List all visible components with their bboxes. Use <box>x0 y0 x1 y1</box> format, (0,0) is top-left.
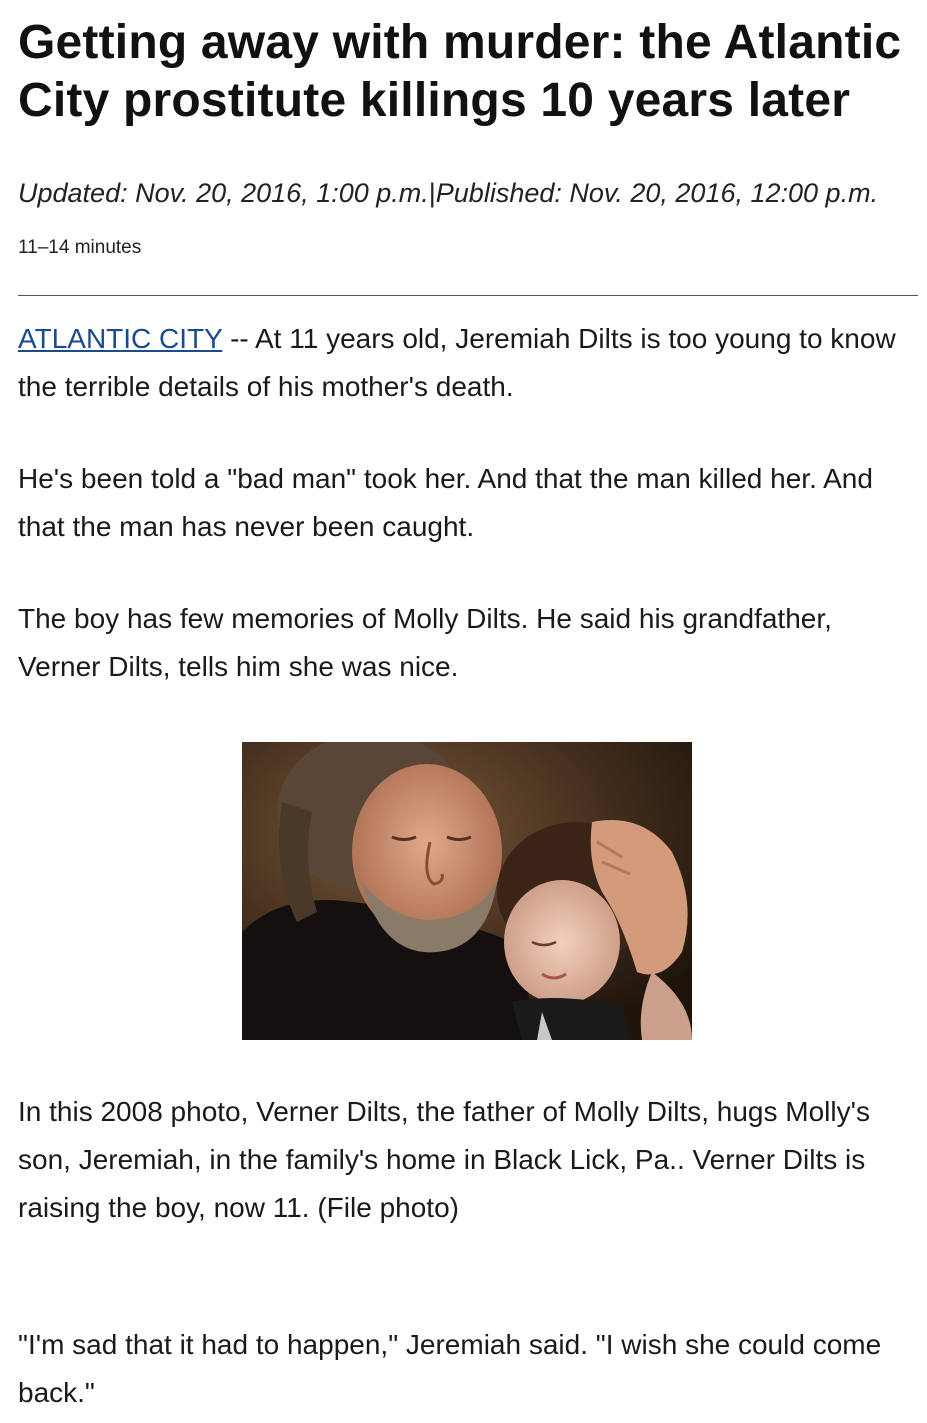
date-separator: | <box>428 178 436 208</box>
lead-paragraph <box>18 315 918 411</box>
published-date: Published: Nov. 20, 2016, 12:00 p.m. <box>435 178 879 208</box>
divider <box>18 295 918 296</box>
date-info <box>18 177 918 209</box>
dateline-link[interactable]: ATLANTIC CITY <box>18 323 223 354</box>
headline: Getting away with murder: the Atlantic City prostitute killings 10 years later <box>18 16 902 127</box>
quote-paragraph: "I'm sad that it had to happen," Jeremiah said. "I wish she could come back." <box>18 1329 882 1408</box>
lead-text: -- At 11 years old, Jeremiah Dilts is too young to know the terrible details of his mother's death. <box>18 323 896 402</box>
updated-date: Updated: Nov. 20, 2016, 1:00 p.m. <box>18 178 429 208</box>
body-paragraph: He's been told a "bad man" took her. And that the man killed her. And that the man has never been caught. <box>18 463 873 542</box>
article-photo <box>242 742 692 1040</box>
photo-caption: In this 2008 photo, Verner Dilts, the father of Molly Dilts, hugs Molly's son, Jeremiah, in the family's home in Black Lick, Pa.. Verner Dilts is raising the boy, now 11. (File photo) <box>18 1096 870 1223</box>
photo-figure <box>18 742 918 1040</box>
article <box>18 0 918 1417</box>
read-time: 11–14 minutes <box>18 237 142 258</box>
body-paragraph: The boy has few memories of Molly Dilts. He said his grandfather, Verner Dilts, tells him she was nice. <box>18 603 832 682</box>
